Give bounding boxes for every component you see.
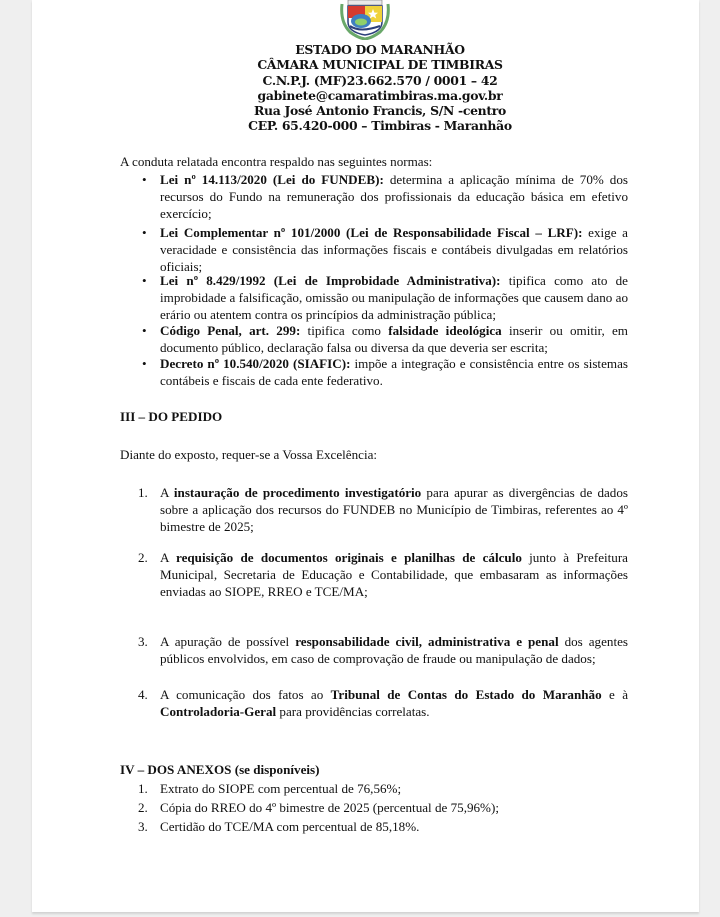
- annex-item: [138, 799, 628, 816]
- annex-text: Certidão do TCE/MA com percentual de 85,18%.: [160, 819, 420, 834]
- item-text: para apurar as divergências de dados sobre a aplicação dos recursos do FUNDEB no Município de Timbiras, referentes ao 4º bimestre de 2025;: [160, 485, 628, 534]
- bullet-icon: •: [142, 225, 147, 240]
- item-text: A: [160, 485, 174, 500]
- item-number: 1.: [138, 485, 148, 500]
- item-number: 1.: [138, 781, 148, 796]
- letterhead-cnpj: C.N.P.J. (MF)23.662.570 / 0001 – 42: [262, 72, 498, 88]
- request-item: [138, 549, 628, 600]
- item-text: dos agentes públicos envolvidos, em caso de comprovação de fraude ou manipulação de dados;: [160, 634, 629, 666]
- norm-item: [142, 224, 628, 275]
- item-number: 2.: [138, 800, 148, 815]
- annex-text: Extrato do SIOPE com percentual de 76,56%;: [160, 781, 402, 796]
- item-emphasis: responsabilidade civil, administrativa e penal: [295, 634, 559, 649]
- item-text: e à: [601, 687, 629, 702]
- norm-text: exige a veracidade e consistência das informações fiscais e contábeis divulgadas em relatórios oficiais;: [160, 225, 628, 274]
- norm-item: [142, 322, 628, 356]
- item-emphasis: Controladoria-Geral: [160, 704, 277, 719]
- norm-text: inserir ou omitir, em documento público, declaração falsa ou diversa da que deveria ser escrita;: [160, 323, 628, 355]
- bullet-icon: •: [142, 323, 147, 338]
- item-number: 2.: [138, 550, 148, 565]
- item-emphasis: Tribunal de Contas do Estado do Maranhão: [330, 687, 602, 702]
- item-text: A apuração de possível: [160, 634, 296, 649]
- item-number: 3.: [138, 634, 148, 649]
- norm-text: impõe a integração e consistência entre os sistemas contábeis e fiscais de cada ente federativo.: [160, 356, 628, 388]
- request-intro: Diante do exposto, requer-se a Vossa Excelência:: [120, 447, 378, 462]
- norms-intro: A conduta relatada encontra respaldo nas seguintes normas:: [120, 154, 433, 169]
- norm-item: [142, 171, 628, 222]
- item-emphasis: instauração de procedimento investigatório: [173, 485, 422, 500]
- request-item: [138, 686, 629, 720]
- letterhead-cep: CEP. 65.420-000 – Timbiras - Maranhão: [248, 118, 512, 134]
- norm-title: Decreto nº 10.540/2020 (SIAFIC):: [160, 356, 351, 371]
- norm-text: tipifica como: [300, 323, 389, 338]
- norm-text: tipifica como ato de improbidade a falsificação, omissão ou manipulação de informações que causem dano ao erário ou atentem contra os princípios da administração pública;: [160, 273, 628, 322]
- municipal-coat-of-arms-icon: [336, 0, 394, 40]
- norm-title: Lei nº 8.429/1992 (Lei de Improbidade Administrativa):: [160, 273, 501, 288]
- section-heading: IV – DOS ANEXOS (se disponíveis): [120, 762, 320, 777]
- letterhead-chamber: CÂMARA MUNICIPAL DE TIMBIRAS: [257, 57, 503, 73]
- norm-item: [142, 272, 628, 323]
- letterhead-email: gabinete@camaratimbiras.ma.gov.br: [257, 87, 503, 103]
- item-text: junto à Prefeitura Municipal, Secretaria de Educação e Contabilidade, que embasaram as informações enviadas ao SIOPE, RREO e TCE/MA;: [160, 550, 628, 599]
- letterhead-address: Rua José Antonio Francis, S/N -centro: [254, 103, 506, 119]
- norm-title: Código Penal, art. 299:: [160, 323, 301, 338]
- item-text: A comunicação dos fatos ao: [160, 687, 331, 702]
- bullet-icon: •: [142, 273, 147, 288]
- norm-emphasis: falsidade ideológica: [388, 323, 502, 338]
- norm-text: determina a aplicação mínima de 70% dos recursos do Fundo na remuneração dos profissionais da educação básica em efetivo exercício;: [160, 172, 628, 221]
- bullet-icon: •: [142, 356, 147, 371]
- norm-item: [142, 355, 628, 389]
- item-text: A: [160, 550, 176, 565]
- item-number: 3.: [138, 819, 148, 834]
- letterhead: [200, 42, 560, 134]
- section-heading: III – DO PEDIDO: [120, 409, 223, 424]
- item-number: 4.: [138, 687, 148, 702]
- letterhead-state: ESTADO DO MARANHÃO: [295, 42, 465, 57]
- request-item: [138, 484, 628, 535]
- request-item: [138, 633, 629, 667]
- annex-item: [138, 818, 628, 835]
- bullet-icon: •: [142, 172, 147, 187]
- item-text: para providências correlatas.: [276, 704, 430, 719]
- item-emphasis: requisição de documentos originais e planilhas de cálculo: [176, 550, 522, 565]
- norm-title: Lei nº 14.113/2020 (Lei do FUNDEB):: [160, 172, 384, 187]
- annex-item: [138, 780, 628, 797]
- norm-title: Lei Complementar nº 101/2000 (Lei de Responsabilidade Fiscal – LRF):: [160, 225, 583, 240]
- annex-text: Cópia do RREO do 4º bimestre de 2025 (percentual de 75,96%);: [160, 800, 499, 815]
